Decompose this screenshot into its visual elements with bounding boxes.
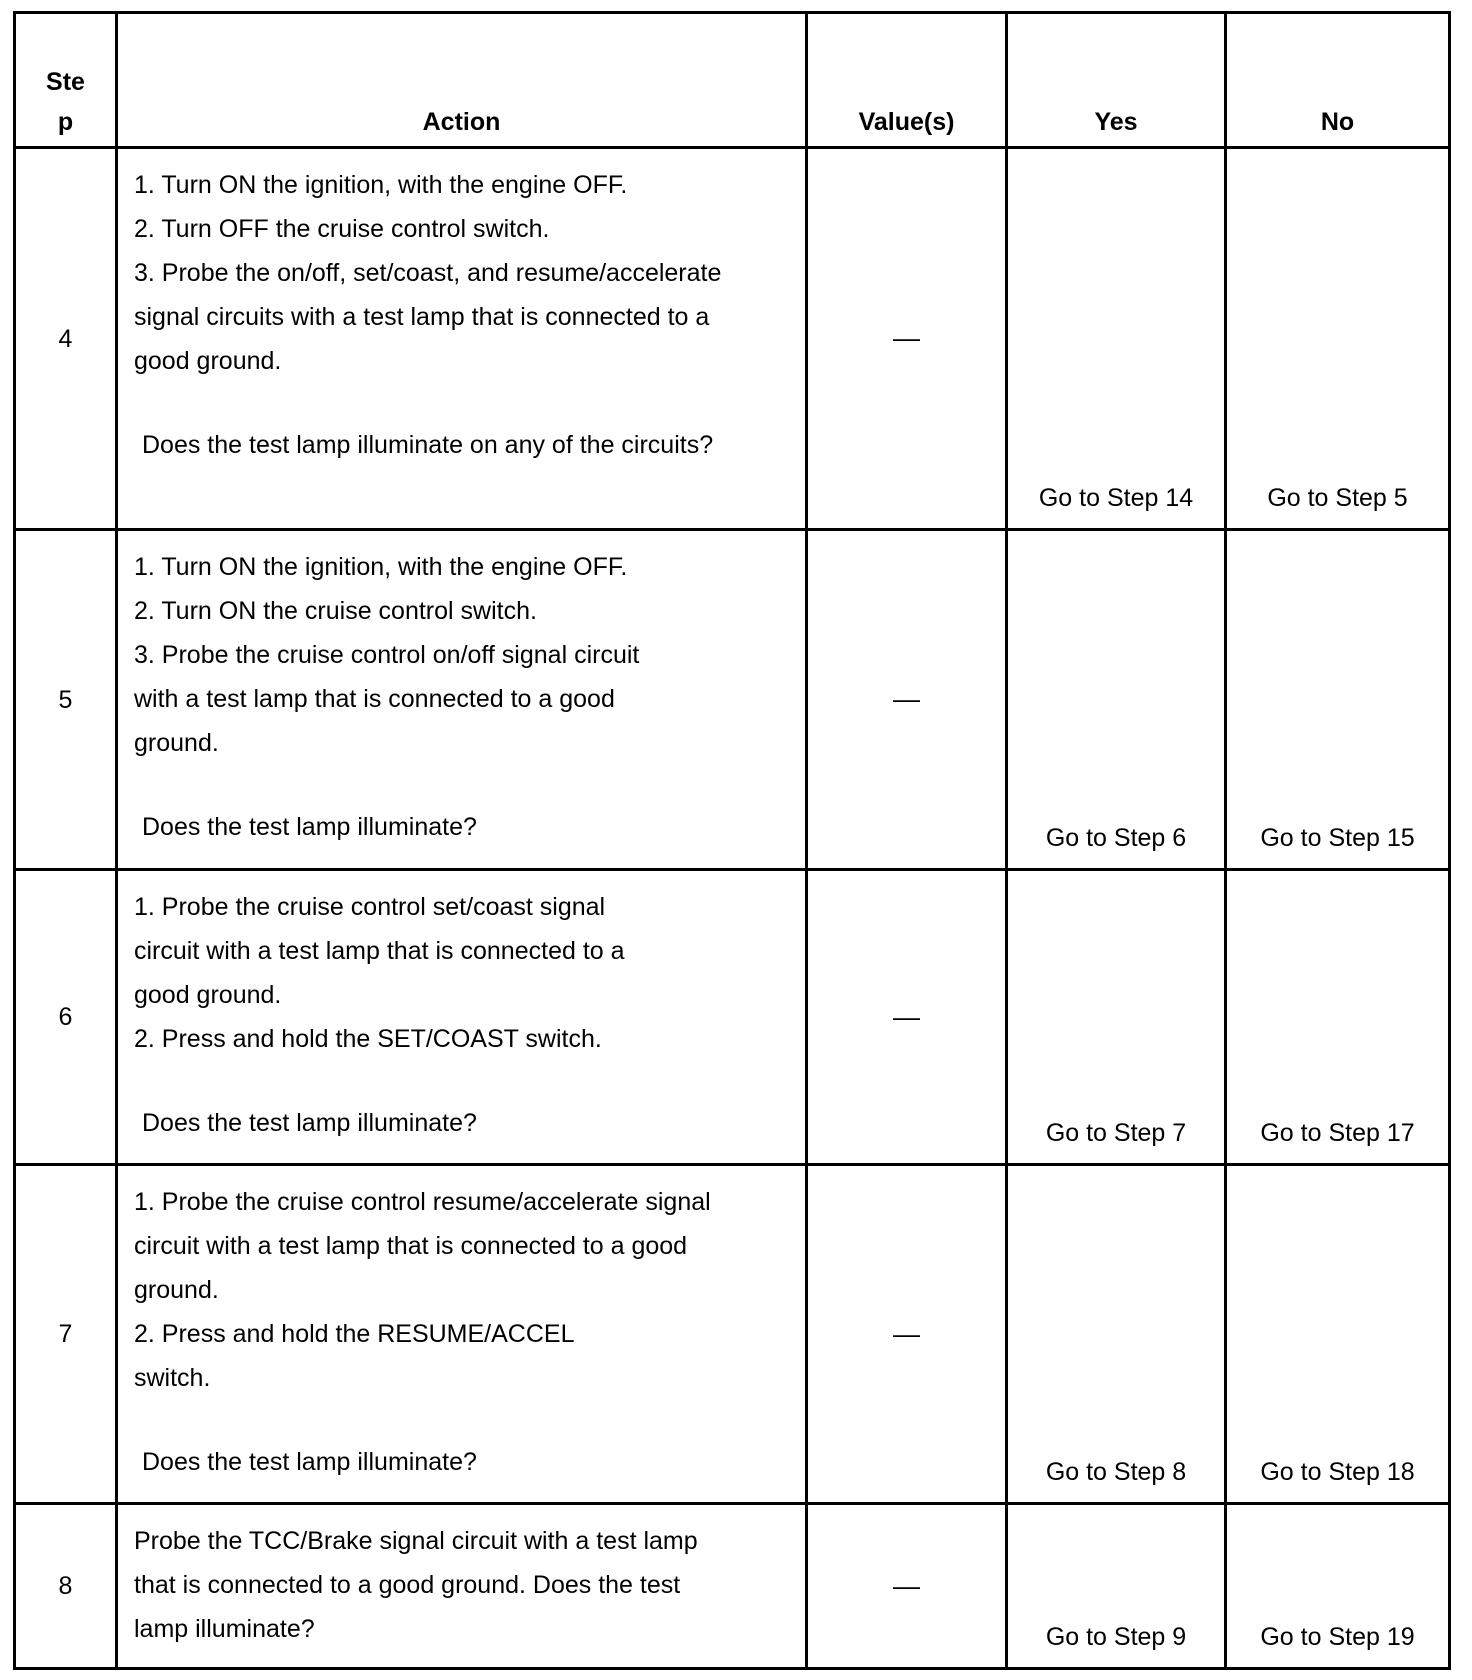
no-goto: Go to Step 17 bbox=[1260, 1119, 1415, 1147]
header-step: Step bbox=[15, 13, 117, 148]
value-dash: — bbox=[893, 323, 920, 353]
action-cell bbox=[117, 530, 807, 870]
action-question: Does the test lamp illuminate? bbox=[142, 813, 477, 841]
no-goto: Go to Step 5 bbox=[1267, 484, 1408, 512]
action-step: 1. Turn ON the ignition, with the engine OFF. bbox=[134, 171, 628, 199]
action-step: 1. Probe the cruise control resume/accelerate signal circuit with a test lamp that is connected to a good ground. bbox=[134, 1188, 711, 1304]
no-cell bbox=[1226, 530, 1450, 870]
yes-goto: Go to Step 8 bbox=[1045, 1458, 1187, 1486]
diagnostic-table bbox=[13, 11, 1451, 1670]
no-cell bbox=[1226, 148, 1450, 530]
table-row bbox=[15, 530, 1450, 870]
yes-goto: Go to Step 9 bbox=[1045, 1623, 1187, 1651]
value-dash: — bbox=[893, 1001, 920, 1032]
action-step: 3. Probe the cruise control on/off signal circuit with a test lamp that is connected to a good ground. bbox=[134, 641, 640, 757]
step-number: 6 bbox=[15, 870, 117, 1165]
action-question: Does the test lamp illuminate? bbox=[142, 1109, 477, 1137]
header-yes: Yes bbox=[1007, 13, 1226, 148]
yes-goto: Go to Step 14 bbox=[1038, 484, 1194, 512]
yes-cell bbox=[1007, 148, 1226, 530]
action-cell bbox=[117, 1504, 807, 1669]
value-dash: — bbox=[893, 1570, 920, 1601]
yes-cell bbox=[1007, 530, 1226, 870]
action-steps bbox=[134, 885, 795, 1061]
action-step: 2. Press and hold the SET/COAST switch. bbox=[134, 1025, 602, 1053]
no-goto: Go to Step 15 bbox=[1260, 824, 1415, 852]
value-cell bbox=[807, 1165, 1007, 1504]
step-number: 5 bbox=[15, 530, 117, 870]
action-step: 2. Press and hold the RESUME/ACCEL switch. bbox=[134, 1320, 574, 1392]
table-row bbox=[15, 148, 1450, 530]
yes-cell bbox=[1007, 1504, 1226, 1669]
action-text: Probe the TCC/Brake signal circuit with a test lamp that is connected to a good ground. Does the test lamp illuminate? bbox=[134, 1527, 698, 1643]
table-row bbox=[15, 1165, 1450, 1504]
header-action: Action bbox=[117, 13, 807, 148]
action-step: 2. Turn ON the cruise control switch. bbox=[134, 597, 537, 625]
value-cell bbox=[807, 148, 1007, 530]
value-cell bbox=[807, 870, 1007, 1165]
step-number: 4 bbox=[15, 148, 117, 530]
action-steps bbox=[134, 545, 795, 765]
action-question: Does the test lamp illuminate on any of the circuits? bbox=[142, 431, 714, 459]
no-cell bbox=[1226, 1504, 1450, 1669]
table-row bbox=[15, 1504, 1450, 1669]
action-steps bbox=[134, 1180, 795, 1400]
action-cell bbox=[117, 870, 807, 1165]
header-values: Value(s) bbox=[807, 13, 1007, 148]
yes-cell bbox=[1007, 870, 1226, 1165]
no-goto: Go to Step 19 bbox=[1260, 1623, 1415, 1651]
action-step: 2. Turn OFF the cruise control switch. bbox=[134, 215, 550, 243]
step-number: 7 bbox=[15, 1165, 117, 1504]
action-step: 3. Probe the on/off, set/coast, and resume/accelerate signal circuits with a test lamp that is connected to a good ground. bbox=[134, 259, 722, 375]
value-cell bbox=[807, 530, 1007, 870]
header-row bbox=[15, 13, 1450, 148]
table-row bbox=[15, 870, 1450, 1165]
no-goto: Go to Step 18 bbox=[1260, 1458, 1415, 1486]
yes-goto: Go to Step 7 bbox=[1045, 1119, 1187, 1147]
value-dash: — bbox=[893, 684, 920, 714]
action-step: 1. Turn ON the ignition, with the engine OFF. bbox=[134, 553, 628, 581]
yes-goto: Go to Step 6 bbox=[1045, 824, 1187, 852]
no-cell bbox=[1226, 870, 1450, 1165]
value-cell bbox=[807, 1504, 1007, 1669]
action-question: Does the test lamp illuminate? bbox=[142, 1448, 477, 1476]
action-step: 1. Probe the cruise control set/coast signal circuit with a test lamp that is connected to a good ground. bbox=[134, 893, 625, 1009]
action-cell bbox=[117, 1165, 807, 1504]
action-cell bbox=[117, 148, 807, 530]
no-cell bbox=[1226, 1165, 1450, 1504]
yes-cell bbox=[1007, 1165, 1226, 1504]
action-steps bbox=[134, 163, 795, 383]
value-dash: — bbox=[893, 1318, 920, 1349]
step-number: 8 bbox=[15, 1504, 117, 1669]
header-no: No bbox=[1226, 13, 1450, 148]
